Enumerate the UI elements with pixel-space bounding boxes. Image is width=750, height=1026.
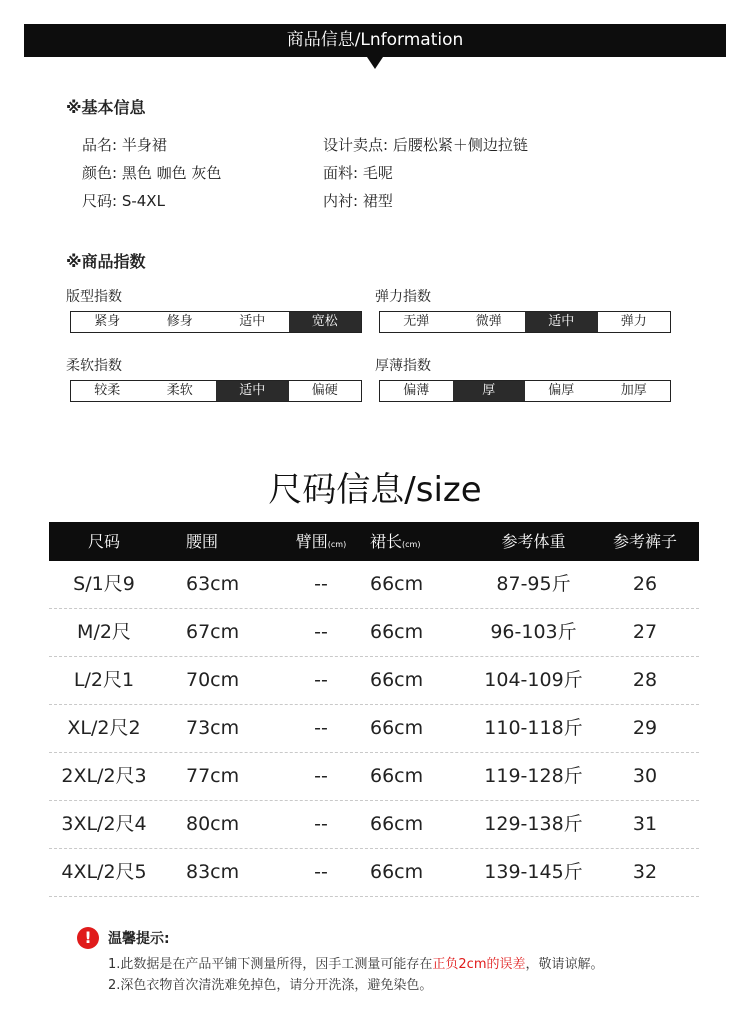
cell-ref-weight: 129-138斤	[484, 813, 583, 835]
index-option-selected: 厚	[453, 381, 526, 401]
cell-ref-pants: 26	[632, 573, 658, 595]
cell-size: S/1尺9	[73, 573, 135, 595]
cell-ref-weight: 139-145斤	[484, 861, 583, 883]
cell-ref-weight: 96-103斤	[490, 621, 577, 643]
softness-index-scale	[70, 380, 362, 402]
product-index-title: ※商品指数	[66, 252, 146, 271]
cell-arm: --	[314, 717, 328, 739]
index-option: 偏硬	[311, 383, 338, 398]
fit-index-scale	[70, 311, 362, 333]
basic-info-title: ※基本信息	[66, 98, 146, 117]
table-row	[49, 849, 699, 897]
info-product-name: 品名: 半身裙	[82, 136, 167, 154]
cell-ref-pants: 31	[632, 813, 658, 835]
cell-waist: 83cm	[186, 861, 240, 883]
size-table-body	[49, 561, 699, 897]
cell-size: L/2尺1	[73, 669, 135, 691]
thickness-index-scale	[379, 380, 671, 402]
index-option: 加厚	[620, 383, 647, 398]
cell-waist: 73cm	[186, 717, 240, 739]
cell-ref-weight: 104-109斤	[484, 669, 583, 691]
index-option: 紧身	[94, 314, 121, 329]
cell-size: 2XL/2尺3	[61, 765, 147, 787]
cell-waist: 63cm	[186, 573, 240, 595]
index-option: 修身	[166, 314, 193, 329]
cell-waist: 80cm	[186, 813, 240, 835]
table-row	[49, 609, 699, 657]
cell-arm: --	[314, 573, 328, 595]
cell-arm: --	[314, 621, 328, 643]
info-design-point: 设计卖点: 后腰松紧＋侧边拉链	[323, 136, 528, 154]
header-arm: 臂围(cm)	[295, 532, 347, 551]
header-ref-weight: 参考体重	[501, 532, 566, 551]
cell-ref-pants: 29	[632, 717, 658, 739]
cell-ref-weight: 119-128斤	[484, 765, 583, 787]
fit-index-label: 版型指数	[66, 289, 122, 305]
section-header-title: 商品信息/Lnformation	[286, 30, 464, 50]
cell-skirt-length: 66cm	[370, 861, 424, 883]
index-option-selected: 适中	[525, 312, 598, 332]
header-ref-pants: 参考裤子	[612, 532, 677, 551]
cell-size: XL/2尺2	[67, 717, 141, 739]
cell-arm: --	[314, 861, 328, 883]
cell-waist: 77cm	[186, 765, 240, 787]
elasticity-index-scale	[379, 311, 671, 333]
index-option: 偏薄	[403, 383, 430, 398]
cell-ref-pants: 32	[632, 861, 658, 883]
cell-skirt-length: 66cm	[370, 573, 424, 595]
index-option-selected: 宽松	[289, 312, 362, 332]
info-colors: 颜色: 黑色 咖色 灰色	[82, 164, 222, 182]
cell-ref-pants: 28	[632, 669, 658, 691]
index-option: 弹力	[620, 314, 647, 329]
cell-size: M/2尺	[77, 621, 131, 643]
info-fabric: 面料: 毛呢	[323, 164, 393, 182]
cell-skirt-length: 66cm	[370, 717, 424, 739]
cell-ref-weight: 110-118斤	[484, 717, 583, 739]
info-sizes: 尺码: S-4XL	[82, 192, 165, 210]
cell-size: 4XL/2尺5	[61, 861, 147, 883]
softness-index-label: 柔软指数	[66, 358, 122, 374]
size-table	[49, 522, 699, 897]
index-option: 无弹	[403, 314, 430, 329]
cell-skirt-length: 66cm	[370, 813, 424, 835]
info-lining: 内衬: 裙型	[323, 192, 393, 210]
tips-title: 温馨提示:	[108, 931, 170, 947]
table-row	[49, 801, 699, 849]
cell-skirt-length: 66cm	[370, 621, 424, 643]
table-row	[49, 657, 699, 705]
index-option: 微弹	[475, 314, 502, 329]
thickness-index-label: 厚薄指数	[375, 358, 431, 374]
header-waist: 腰围	[186, 532, 219, 551]
warning-icon: !	[77, 927, 99, 949]
cell-waist: 67cm	[186, 621, 240, 643]
cell-skirt-length: 66cm	[370, 765, 424, 787]
header-skirt-length: 裙长(cm)	[370, 532, 421, 551]
index-option: 柔软	[166, 383, 193, 398]
table-row	[49, 561, 699, 609]
index-option: 偏厚	[548, 383, 575, 398]
header-unit: (cm)	[402, 540, 421, 549]
index-option-selected: 适中	[216, 381, 289, 401]
cell-ref-pants: 27	[632, 621, 658, 643]
cell-ref-weight: 87-95斤	[496, 573, 571, 595]
cell-arm: --	[314, 813, 328, 835]
table-row	[49, 753, 699, 801]
size-info-title: 尺码信息/size	[268, 470, 482, 510]
cell-arm: --	[314, 669, 328, 691]
cell-skirt-length: 66cm	[370, 669, 424, 691]
elasticity-index-label: 弹力指数	[375, 289, 431, 305]
tip-highlight: 正负2cm的误差	[432, 957, 526, 972]
header-unit: (cm)	[327, 540, 347, 549]
cell-waist: 70cm	[186, 669, 240, 691]
index-option: 较柔	[94, 383, 121, 398]
table-row	[49, 705, 699, 753]
tip-note-1: 1.此数据是在产品平铺下测量所得，因手工测量可能存在正负2cm的误差，敬请谅解。	[108, 957, 604, 972]
size-table-header	[49, 522, 699, 561]
tip-note-2: 2.深色衣物首次清洗难免掉色，请分开洗涤，避免染色。	[108, 978, 433, 993]
section-header-bar	[24, 24, 726, 57]
header-size: 尺码	[87, 532, 120, 551]
cell-size: 3XL/2尺4	[61, 813, 147, 835]
cell-ref-pants: 30	[632, 765, 658, 787]
index-option: 适中	[239, 314, 266, 329]
header-pointer-icon	[367, 57, 383, 69]
cell-arm: --	[314, 765, 328, 787]
